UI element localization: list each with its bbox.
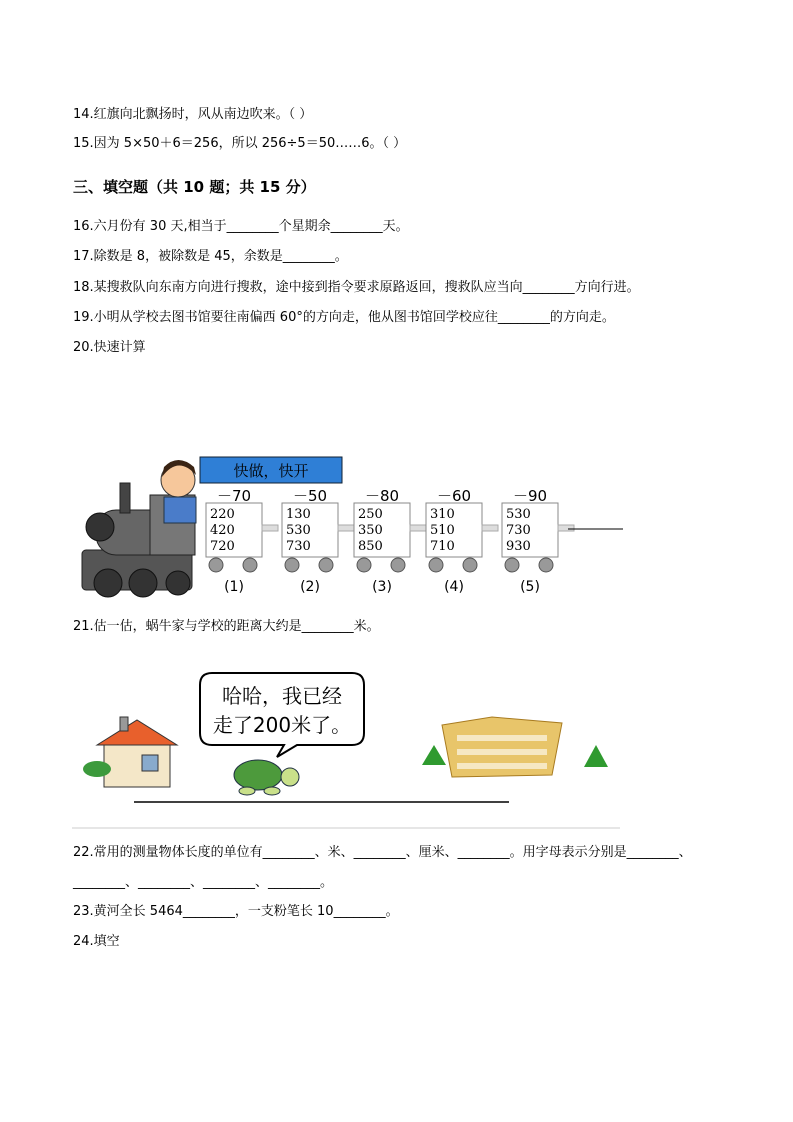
question-21: 21.估一估，蜗牛家与学校的距离大约是________米。 — [73, 619, 380, 634]
question-23: 23.黄河全长 5464________，一支粉笔长 10________。 — [73, 904, 399, 919]
car-1-value-1: 220 — [210, 507, 235, 522]
car-operation-1: －70 — [216, 487, 252, 505]
question-22-line-2: ________、________、________、________。 — [73, 875, 334, 890]
wheel-icon — [391, 558, 405, 572]
train-figure — [78, 455, 638, 605]
question-16: 16.六月份有 30 天,相当于________个星期余________天。 — [73, 219, 409, 234]
wheel-icon — [463, 558, 477, 572]
car-label-2: (2) — [300, 579, 320, 595]
question-24: 24.填空 — [73, 934, 120, 949]
car-1-value-3: 720 — [210, 539, 235, 554]
car-label-5: (5) — [520, 579, 540, 595]
car-2-value-2: 530 — [286, 523, 311, 538]
train-banner: 快做，快开 — [233, 462, 309, 480]
snail-figure — [72, 645, 620, 830]
car-label-3: (3) — [372, 579, 392, 595]
car-1-value-2: 420 — [210, 523, 235, 538]
question-15: 15.因为 5×50＋6＝256，所以 256÷5＝50……6。（ ） — [73, 136, 407, 151]
wheel-icon — [539, 558, 553, 572]
car-operation-4: －60 — [436, 487, 472, 505]
wheel-icon — [319, 558, 333, 572]
wheel-icon — [429, 558, 443, 572]
car-3-value-1: 250 — [358, 507, 383, 522]
question-18: 18.某搜救队向东南方向进行搜救，途中接到指令要求原路返回，搜救队应当向________方向行进。 — [73, 280, 640, 295]
question-20: 20.快速计算 — [73, 340, 146, 355]
speech-line-1: 哈哈，我已经 — [222, 684, 342, 708]
car-operation-3: －80 — [364, 487, 400, 505]
car-label-1: (1) — [224, 579, 244, 595]
car-4-value-2: 510 — [430, 523, 455, 538]
car-2-value-3: 730 — [286, 539, 311, 554]
car-3-value-2: 350 — [358, 523, 383, 538]
car-operation-2: －50 — [292, 487, 328, 505]
car-4-value-1: 310 — [430, 507, 455, 522]
car-4-value-3: 710 — [430, 539, 455, 554]
car-operation-5: －90 — [512, 487, 548, 505]
car-2-value-1: 130 — [286, 507, 311, 522]
wheel-icon — [285, 558, 299, 572]
car-5-value-2: 730 — [506, 523, 531, 538]
car-5-value-1: 530 — [506, 507, 531, 522]
car-3-value-3: 850 — [358, 539, 383, 554]
car-label-4: (4) — [444, 579, 464, 595]
section-3-title: 三、填空题（共 10 题；共 15 分） — [73, 178, 316, 196]
locomotive-illustration — [82, 460, 196, 597]
wheel-icon — [209, 558, 223, 572]
wheel-icon — [505, 558, 519, 572]
question-17: 17.除数是 8，被除数是 45，余数是________。 — [73, 249, 348, 264]
question-14: 14.红旗向北飘扬时，风从南边吹来。（ ） — [73, 107, 313, 122]
wheel-icon — [357, 558, 371, 572]
wheel-icon — [243, 558, 257, 572]
question-19: 19.小明从学校去图书馆要往南偏西 60°的方向走，他从图书馆回学校应往________的方向走。 — [73, 310, 615, 325]
question-22-line-1: 22.常用的测量物体长度的单位有________、米、________、厘米、________。用字母表示分别是________、 — [73, 845, 692, 860]
car-5-value-3: 930 — [506, 539, 531, 554]
speech-line-2: 走了200米了。 — [212, 713, 352, 737]
